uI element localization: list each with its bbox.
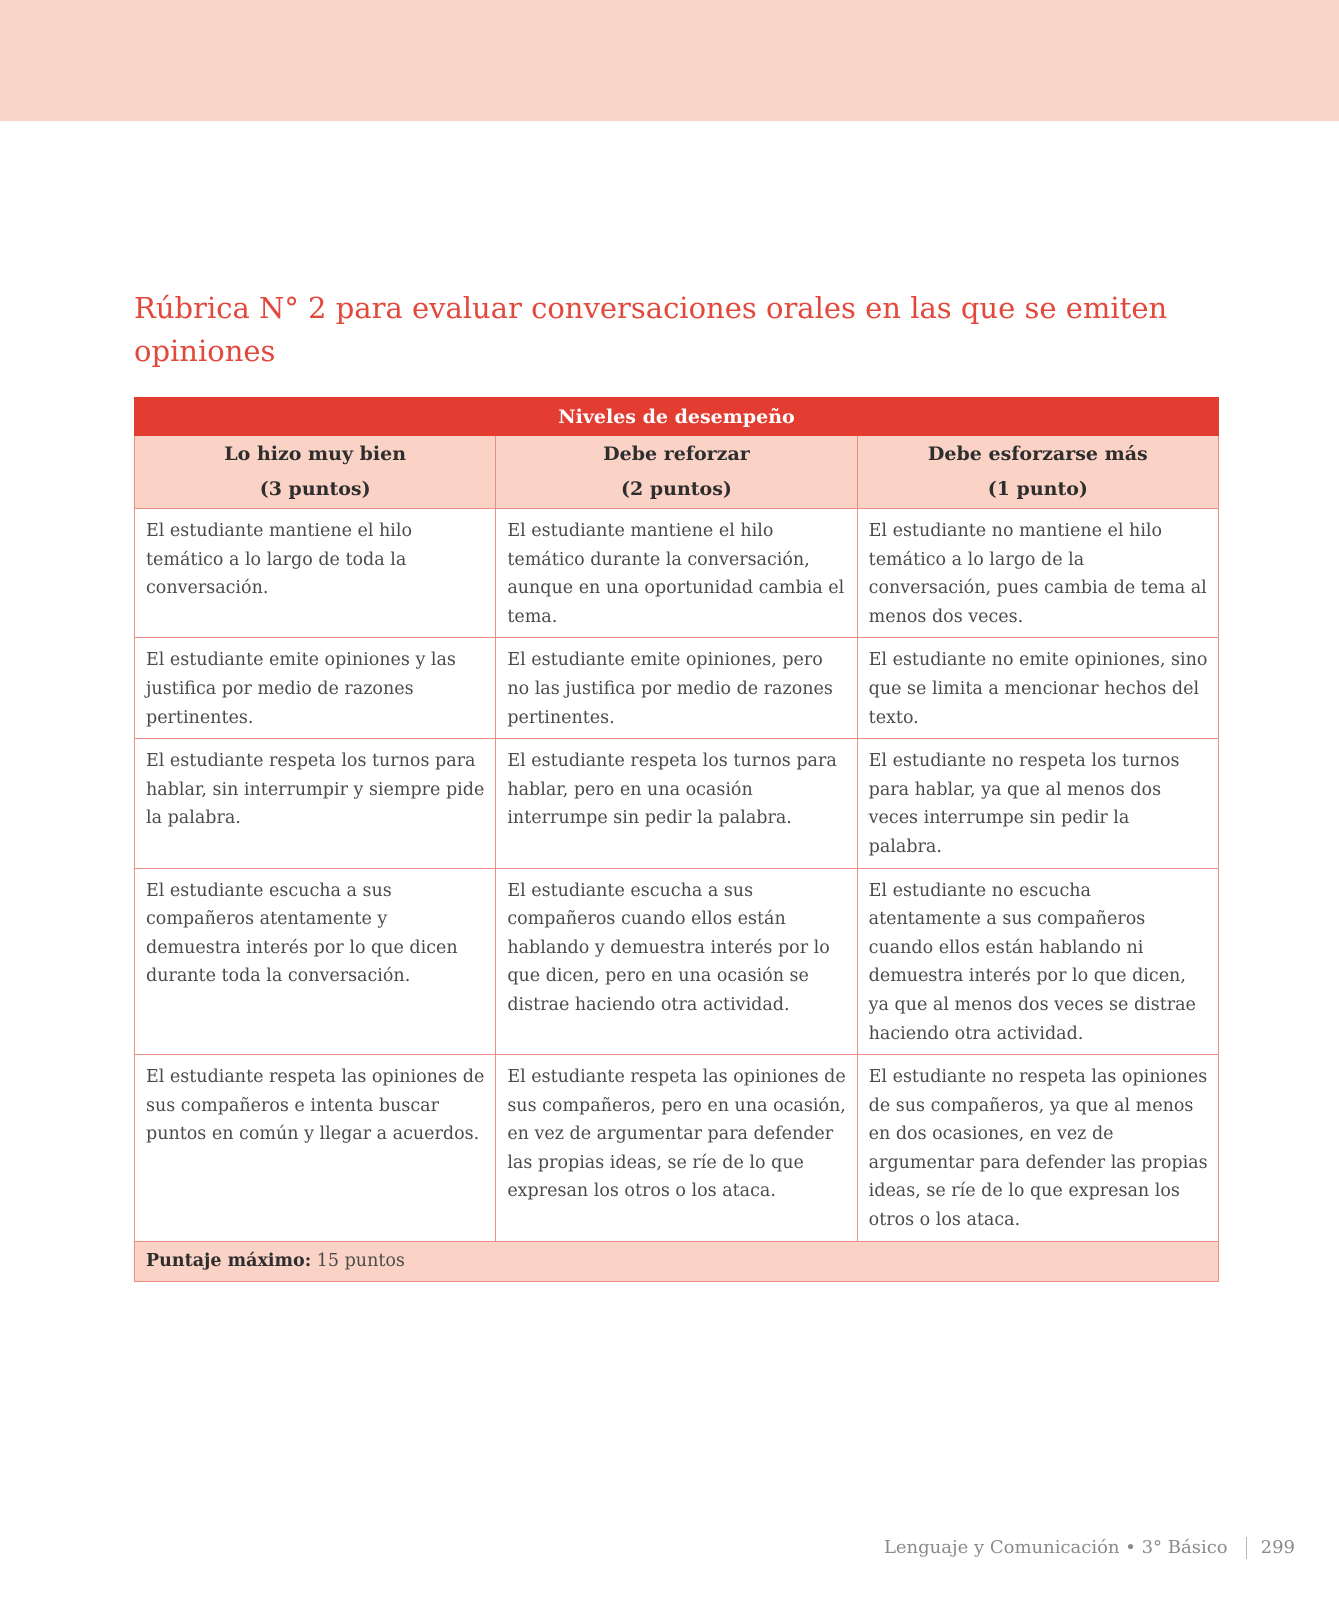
table-cell: El estudiante no emite opiniones, sino que se limita a mencionar hechos del texto. — [857, 638, 1218, 739]
table-cell: El estudiante escucha a sus compañeros atentamente y demuestra interés por lo que dicen durante toda la conversación. — [135, 868, 496, 1055]
table-row — [135, 739, 1219, 868]
level-points: (3 puntos) — [259, 478, 371, 500]
top-color-band — [0, 0, 1339, 121]
table-cell: El estudiante no escucha atentamente a sus compañeros cuando ellos están hablando ni demuestra interés por lo que dicen, ya que al menos dos veces se distrae haciendo otra actividad. — [857, 868, 1218, 1055]
max-score-label: Puntaje máximo: — [146, 1251, 312, 1272]
rubric-table — [134, 397, 1219, 1282]
group-header-row — [135, 398, 1219, 436]
footer-row — [135, 1241, 1219, 1281]
table-cell: El estudiante no mantiene el hilo temático a lo largo de la conversación, pues cambia de tema al menos dos veces. — [857, 509, 1218, 638]
table-cell: El estudiante escucha a sus compañeros cuando ellos están hablando y demuestra interés por lo que dicen, pero en una ocasión se distrae haciendo otra actividad. — [496, 868, 857, 1055]
performance-levels-header: Niveles de desempeño — [135, 398, 1219, 436]
max-score — [135, 1241, 1219, 1281]
table-row — [135, 1055, 1219, 1242]
footer-subject: Lenguaje y Comunicación • 3° Básico — [883, 1537, 1228, 1558]
level-name: Debe esforzarse más — [927, 443, 1148, 465]
table-cell: El estudiante respeta los turnos para hablar, sin interrumpir y siempre pide la palabra. — [135, 739, 496, 868]
page-title: Rúbrica N° 2 para evaluar conversaciones orales en las que se emiten opiniones — [134, 291, 1168, 368]
level-header-3 — [135, 436, 496, 509]
table-cell: El estudiante respeta las opiniones de sus compañeros, pero en una ocasión, en vez de argumentar para defender las propias ideas, se ríe de lo que expresan los otros o los ataca. — [496, 1055, 857, 1242]
page-number: 299 — [1260, 1537, 1295, 1558]
table-row — [135, 509, 1219, 638]
levels-header-row — [135, 436, 1219, 509]
footer-separator — [1246, 1537, 1247, 1559]
level-header-2 — [496, 436, 857, 509]
level-name: Lo hizo muy bien — [224, 443, 407, 465]
table-cell: El estudiante respeta las opiniones de sus compañeros e intenta buscar puntos en común y llegar a acuerdos. — [135, 1055, 496, 1242]
table-cell: El estudiante no respeta los turnos para hablar, ya que al menos dos veces interrumpe sin pedir la palabra. — [857, 739, 1218, 868]
level-points: (2 puntos) — [621, 478, 732, 500]
table-row — [135, 638, 1219, 739]
max-score-value: 15 puntos — [316, 1251, 405, 1272]
table-cell: El estudiante no respeta las opiniones de sus compañeros, ya que al menos en dos ocasiones, en vez de argumentar para defender las propias ideas, se ríe de lo que expresan los otros o los ataca. — [857, 1055, 1218, 1242]
level-name: Debe reforzar — [603, 443, 750, 465]
table-cell: El estudiante mantiene el hilo temático a lo largo de toda la conversación. — [135, 509, 496, 638]
table-cell: El estudiante mantiene el hilo temático durante la conversación, aunque en una oportunidad cambia el tema. — [496, 509, 857, 638]
table-cell: El estudiante respeta los turnos para hablar, pero en una ocasión interrumpe sin pedir la palabra. — [496, 739, 857, 868]
level-header-1 — [857, 436, 1218, 509]
table-row — [135, 868, 1219, 1055]
table-cell: El estudiante emite opiniones y las justifica por medio de razones pertinentes. — [135, 638, 496, 739]
page-footer — [884, 1537, 1295, 1559]
table-cell: El estudiante emite opiniones, pero no las justifica por medio de razones pertinentes. — [496, 638, 857, 739]
level-points: (1 punto) — [987, 478, 1088, 500]
